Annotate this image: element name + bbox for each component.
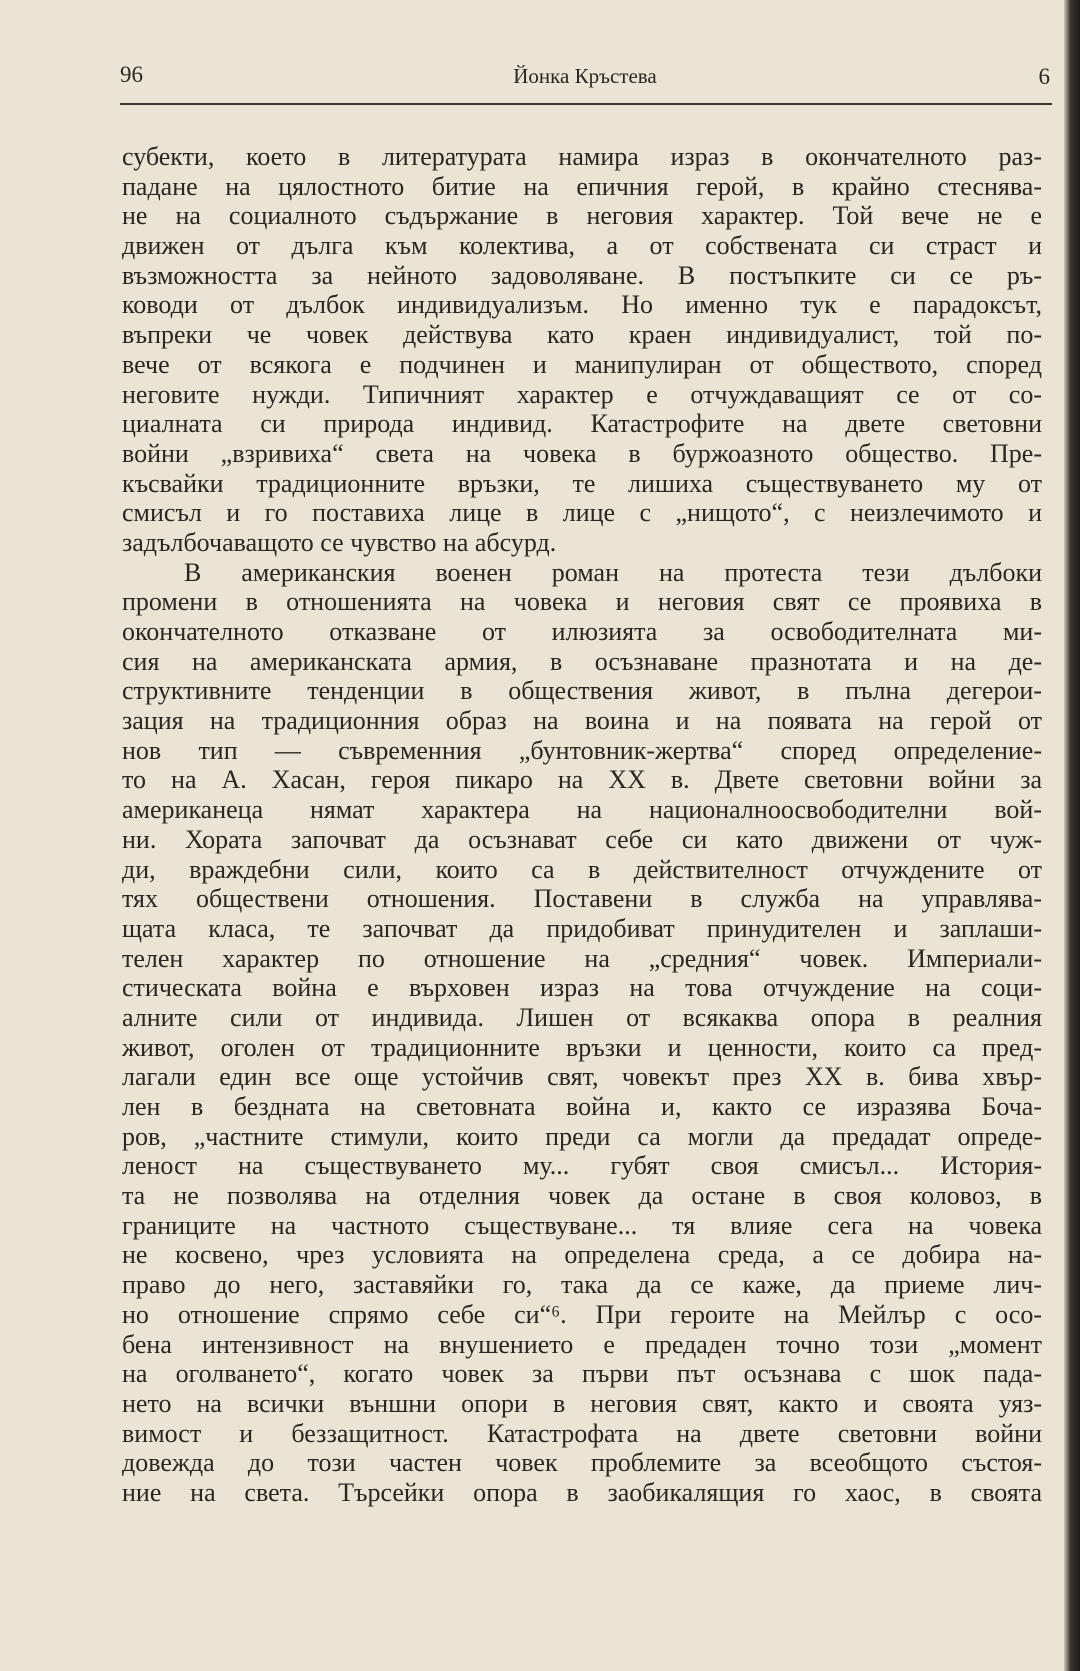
text-line: ние на света. Търсейки опора в заобикалящия го хаос, в своята (122, 1477, 1042, 1507)
text-line: В американския военен роман на протеста тези дълбоки (184, 557, 1042, 587)
text-line: нето на всички външни опори в неговия свят, както и своята уяз- (122, 1388, 1042, 1418)
signature-mark: 6 (1038, 64, 1050, 89)
text-line: падане на цялостното битие на епичния герой, в крайно стеснява- (122, 171, 1042, 201)
text-line: то на А. Хасан, героя пикаро на XX в. Двете световни войни за (122, 765, 1042, 795)
text-line: ди, враждебни сили, които са в действителност отчуждените от (122, 854, 1042, 884)
paragraph (122, 558, 1042, 1508)
text-line: не на социалното съдържание в неговия характер. Той вече не е (122, 201, 1042, 231)
text-line: окончателното отказване от илюзията за освободителната ми- (122, 617, 1042, 646)
text-line: ни. Хората започват да осъзнават себе си като движени от чуж- (122, 824, 1042, 854)
text-line: задълбочаващото се чувство на абсурд. (122, 527, 557, 557)
text-line: не косвено, чрез условията на определена среда, а се добира на- (122, 1240, 1042, 1270)
text-line: войни „взривиха“ света на човека в буржоазното общество. Пре- (122, 438, 1042, 468)
page-number: 96 (120, 62, 143, 87)
paragraph (122, 142, 1042, 558)
book-binding-edge (1064, 0, 1080, 1671)
text-line: субекти, което в литературата намира израз в окончателното раз- (122, 142, 1042, 171)
text-line: право до него, заставяйки го, така да се каже, да приеме лич- (122, 1270, 1042, 1300)
text-line: вече от всякога е подчинен и манипулиран от обществото, според (122, 349, 1042, 379)
text-line: зация на традиционния образ на воина и на появата на герой от (122, 706, 1042, 736)
text-line: ров, „частните стимули, които преди са могли да предадат опреде- (122, 1121, 1042, 1151)
text-line: лагали един все още устойчив свят, човекът през XX в. бива хвър- (122, 1062, 1042, 1092)
text-line: границите на частното съществуване... тя влияе сега на човека (122, 1210, 1042, 1240)
text-line: циалната си природа индивид. Катастрофите на двете световни (122, 409, 1042, 439)
text-line: нов тип — съвременния „бунтовник-жертва“ според определение- (122, 735, 1042, 765)
text-line: късвайки традиционните връзки, те лишиха съществуването му от (122, 468, 1042, 498)
text-line: стическата война е върховен израз на това отчуждение на соци- (122, 973, 1042, 1003)
text-line: лен в бездната на световната война и, както се изразява Боча- (122, 1092, 1042, 1121)
text-line: щата класа, те започват да придобиват принудителен и заплаши- (122, 913, 1042, 943)
text-line: смисъл и го поставиха лице в лице с „нищото“, с неизлечимото и (122, 498, 1042, 528)
text-line: ководи от дълбок индивидуализъм. Но именно тук е парадоксът, (122, 290, 1042, 320)
text-line: вимост и беззащитност. Катастрофата на двете световни войни (122, 1418, 1042, 1448)
text-line: бена интензивност на внушението е предаден точно този „момент (122, 1329, 1042, 1359)
text-line: въпреки че човек действува като краен индивидуалист, той по- (122, 320, 1042, 350)
text-line: на оголването“, когато човек за първи път осъзнава с шок пада- (122, 1359, 1042, 1389)
running-head-author: Йонка Кръстева (513, 64, 657, 88)
text-line: неговите нужди. Типичният характер е отчуждаващият се от со- (122, 379, 1042, 409)
body-text (122, 142, 1042, 1508)
text-line: та не позволява на отделния човек да остане в своя коловоз, в (122, 1181, 1042, 1211)
page-header (120, 62, 1050, 96)
text-line: тях обществени отношения. Поставени в служба на управлява- (122, 884, 1042, 914)
text-line: но отношение спрямо себе си“⁶. При героите на Мейлър с осо- (122, 1299, 1042, 1329)
text-line: живот, оголен от традиционните връзки и ценности, които са пред- (122, 1032, 1042, 1062)
text-line: довежда до този частен човек проблемите за всеобщото състоя- (122, 1448, 1042, 1478)
text-line: промени в отношенията на човека и неговия свят се проявиха в (122, 587, 1042, 617)
text-line: американеца нямат характера на националноосвободителни вой- (122, 795, 1042, 825)
text-line: структивните тенденции в обществения живот, в пълна дегерои- (122, 676, 1042, 706)
text-line: телен характер по отношение на „средния“ човек. Империали- (122, 943, 1042, 973)
text-line: сия на американската армия, в осъзнаване празнотата и на де- (122, 646, 1042, 676)
header-rule (120, 103, 1052, 105)
text-line: алните сили от индивида. Лишен от всякаква опора в реалния (122, 1002, 1042, 1032)
text-line: възможността за нейното задоволяване. В постъпките си се ръ- (122, 260, 1042, 290)
text-line: леност на съществуването му... губят своя смисъл... История- (122, 1151, 1042, 1181)
text-line: движен от дълга към колектива, а от собствената си страст и (122, 231, 1042, 261)
